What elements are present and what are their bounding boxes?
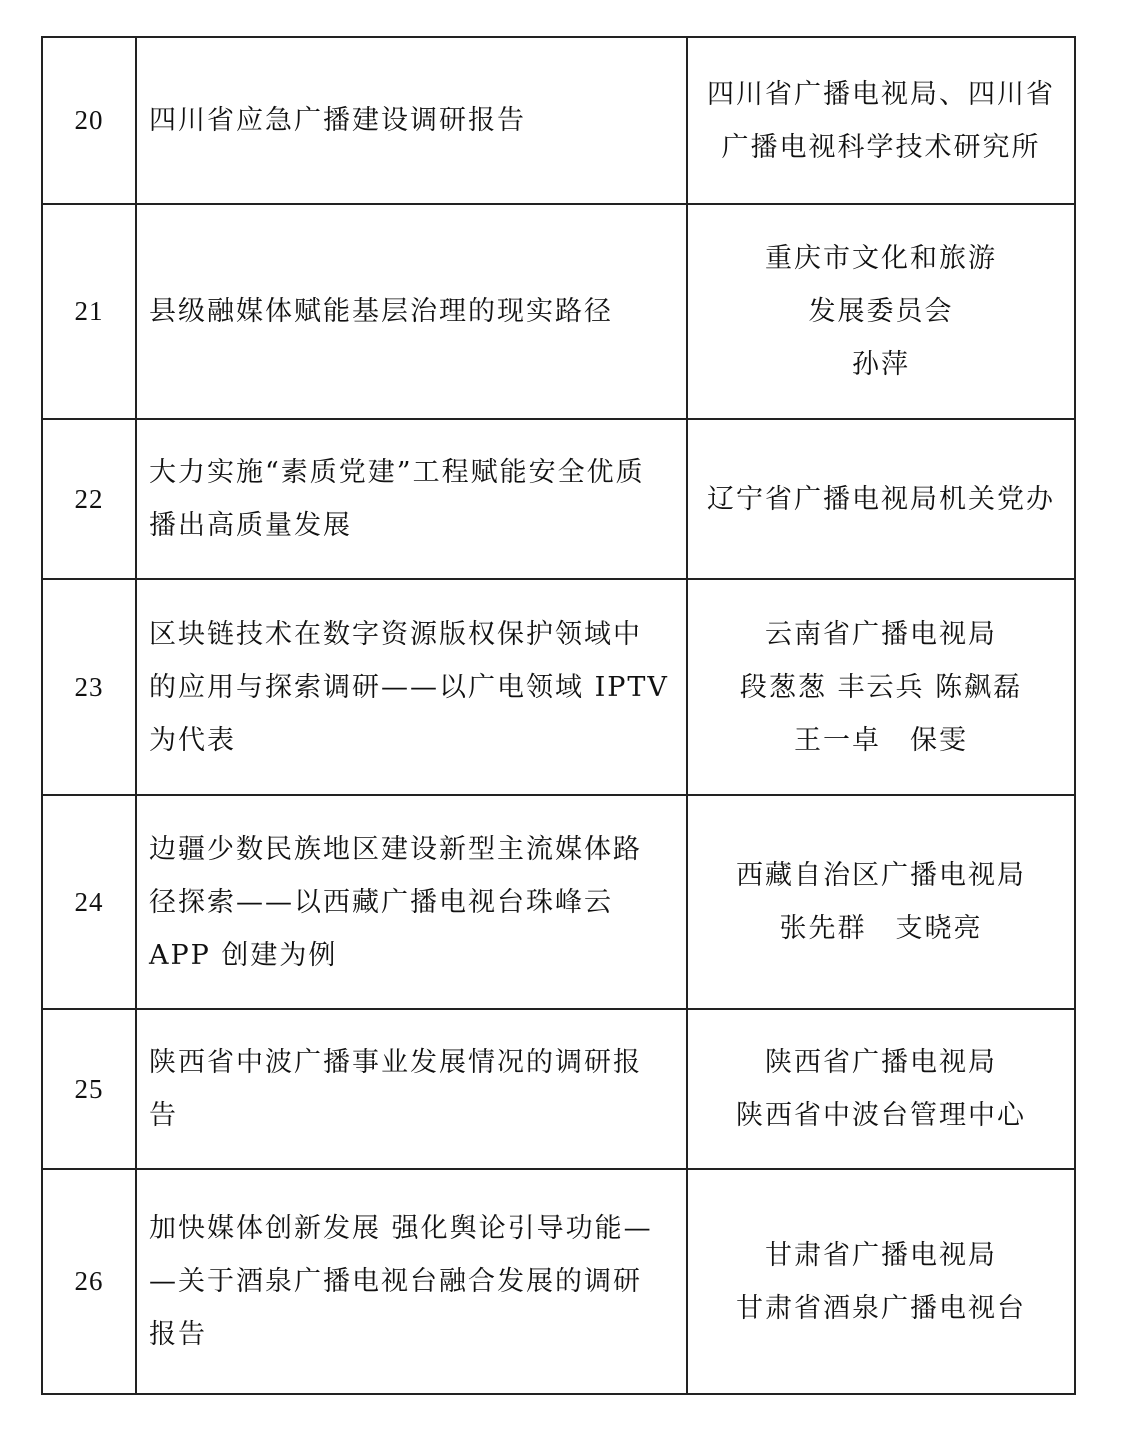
organization: [687, 419, 1075, 579]
row-number: 25: [42, 1009, 136, 1169]
title-line: APP 创建为例: [149, 939, 338, 971]
org-line: 辽宁省广播电视局机关党办: [707, 483, 1055, 515]
organization: [687, 1169, 1075, 1394]
org-line: 云南省广播电视局: [765, 618, 997, 650]
report-title: [136, 795, 687, 1009]
org-line: 甘肃省酒泉广播电视台: [736, 1292, 1026, 1324]
title-line: 四川省应急广播建设调研报告: [149, 105, 526, 136]
row-number: 23: [42, 579, 136, 795]
org-line: 陕西省广播电视局: [765, 1047, 997, 1078]
org-line: 四川省广播电视局、四川省: [707, 78, 1055, 110]
title-line: 大力实施“素质党建”工程赋能安全优质: [149, 457, 645, 488]
row-number: 26: [42, 1169, 136, 1394]
row-number: 22: [42, 419, 136, 579]
report-title: [136, 1169, 687, 1394]
table-row: [42, 1009, 1075, 1169]
org-line: 广播电视科学技术研究所: [721, 131, 1041, 163]
title-line: 径探索——以西藏广播电视台珠峰云: [149, 886, 613, 918]
table-row: [42, 204, 1075, 419]
report-title: [136, 419, 687, 579]
organization: [687, 1009, 1075, 1169]
table-row: [42, 1169, 1075, 1394]
title-line: 为代表: [149, 724, 236, 756]
title-line: 告: [149, 1100, 178, 1131]
title-line: 播出高质量发展: [149, 510, 352, 541]
organization: [687, 795, 1075, 1009]
org-line: 甘肃省广播电视局: [765, 1239, 997, 1271]
report-list-table: [41, 36, 1076, 1395]
title-line: 陕西省中波广播事业发展情况的调研报: [149, 1047, 642, 1078]
report-title: [136, 579, 687, 795]
row-number: 21: [42, 204, 136, 419]
title-line: 加快媒体创新发展 强化舆论引导功能—: [149, 1213, 653, 1244]
org-line: 孙萍: [852, 349, 910, 380]
organization: [687, 204, 1075, 419]
table-row: [42, 795, 1075, 1009]
org-line: 西藏自治区广播电视局: [736, 860, 1026, 891]
table-row: [42, 419, 1075, 579]
table-row: [42, 579, 1075, 795]
report-title: [136, 1009, 687, 1169]
organization: [687, 579, 1075, 795]
org-line: 王一卓 保雯: [794, 724, 968, 756]
title-line: 报告: [149, 1319, 207, 1350]
org-line: 张先群 支晓亮: [779, 913, 983, 944]
row-number: 24: [42, 795, 136, 1009]
title-line: 边疆少数民族地区建设新型主流媒体路: [149, 833, 642, 865]
org-line: 段葱葱 丰云兵 陈飙磊: [739, 671, 1023, 703]
row-number: 20: [42, 37, 136, 204]
title-line: 县级融媒体赋能基层治理的现实路径: [149, 296, 613, 327]
org-line: 陕西省中波台管理中心: [736, 1100, 1026, 1131]
report-title: [136, 204, 687, 419]
org-line: 重庆市文化和旅游: [765, 243, 997, 274]
organization: [687, 37, 1075, 204]
table-row: [42, 37, 1075, 204]
title-line: —关于酒泉广播电视台融合发展的调研: [149, 1266, 642, 1297]
title-line: 区块链技术在数字资源版权保护领域中: [149, 618, 642, 650]
title-line: 的应用与探索调研——以广电领域 IPTV: [149, 671, 669, 703]
report-title: [136, 37, 687, 204]
org-line: 发展委员会: [808, 296, 954, 327]
